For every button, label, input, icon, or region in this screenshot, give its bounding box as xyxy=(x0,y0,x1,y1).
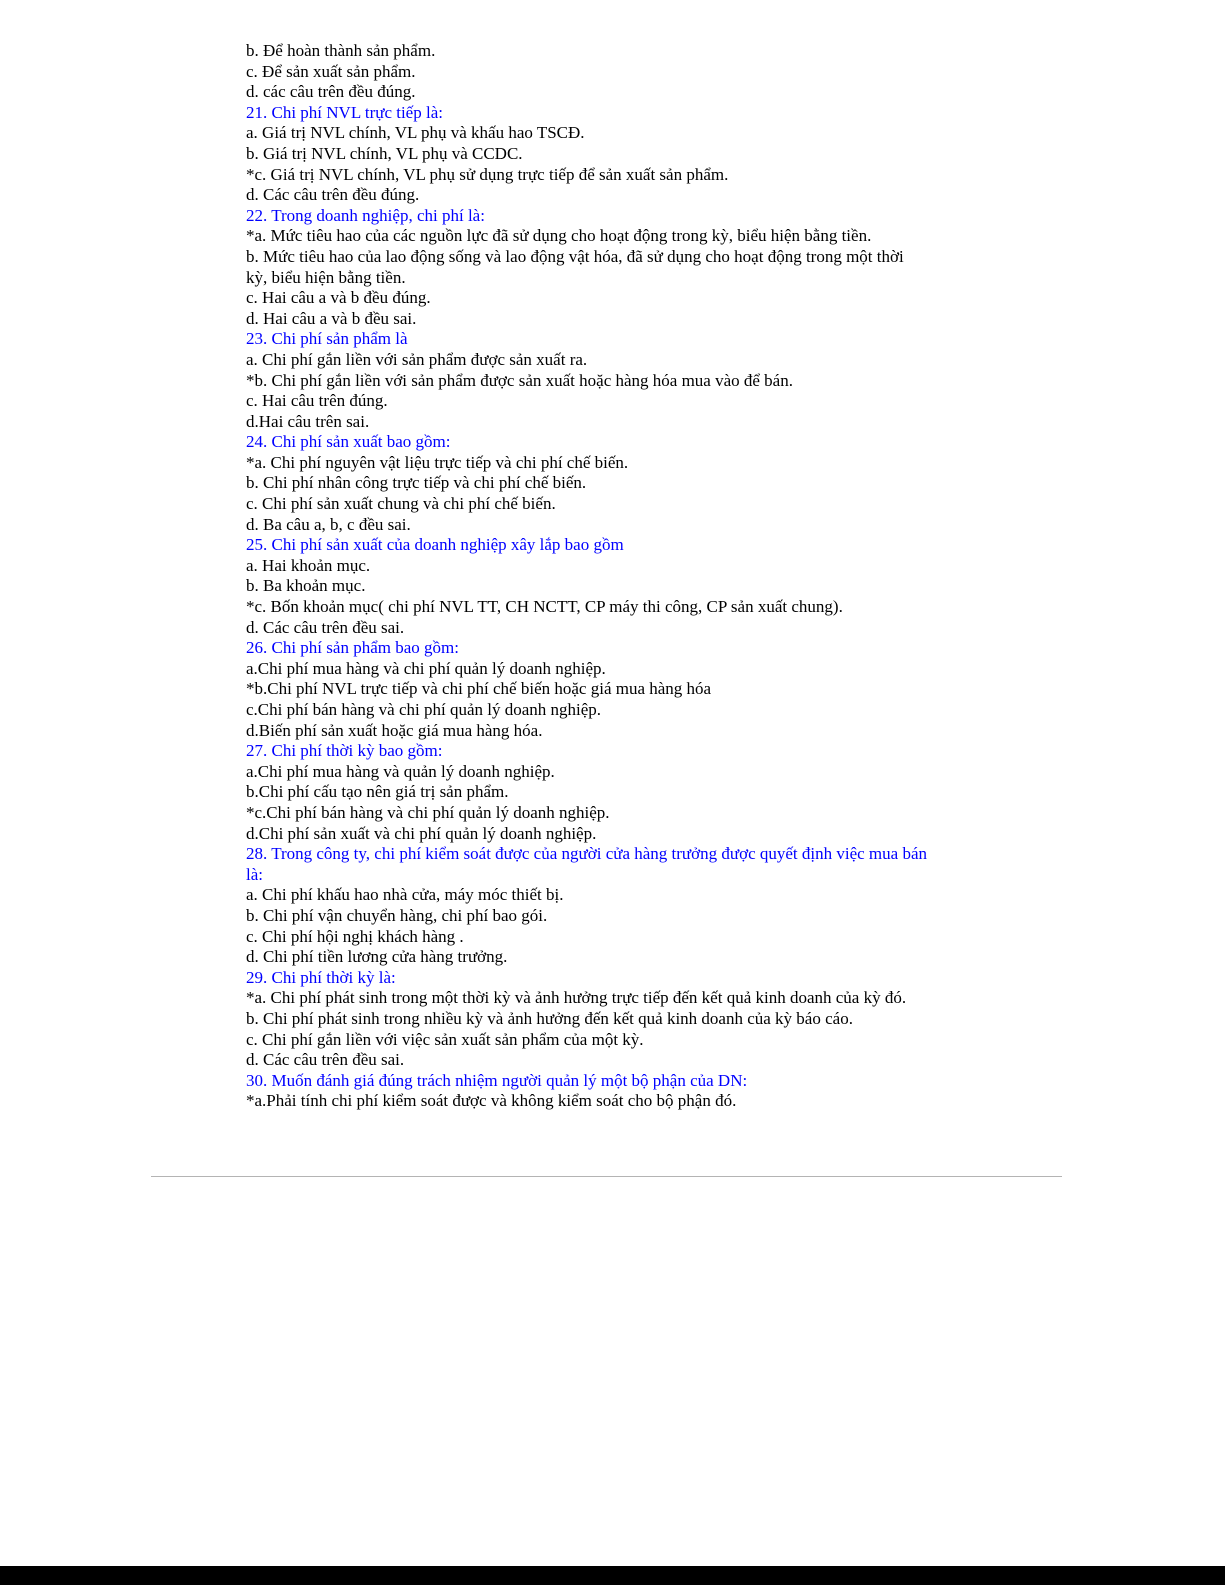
answer-line: *a.Phải tính chi phí kiểm soát được và không kiểm soát cho bộ phận đó. xyxy=(246,1091,737,1111)
answer-line: c. Hai câu trên đúng. xyxy=(246,391,388,411)
question-line: 28. Trong công ty, chi phí kiểm soát được của người cửa hàng trưởng được quyết định việc mua bán xyxy=(246,844,927,864)
answer-line: *b. Chi phí gắn liền với sản phẩm được sản xuất hoặc hàng hóa mua vào để bán. xyxy=(246,370,793,390)
answer-line: d.Biến phí sản xuất hoặc giá mua hàng hóa. xyxy=(246,720,543,740)
answer-line: a.Chi phí mua hàng và quản lý doanh nghiệp. xyxy=(246,761,555,781)
question-line: 30. Muốn đánh giá đúng trách nhiệm người quản lý một bộ phận của DN: xyxy=(246,1070,748,1090)
answer-line: c.Chi phí bán hàng và chi phí quản lý doanh nghiệp. xyxy=(246,700,602,719)
answer-line: a. Giá trị NVL chính, VL phụ và khấu hao TSCĐ. xyxy=(246,123,585,143)
answer-line: kỳ, biểu hiện bằng tiền. xyxy=(246,267,406,287)
answer-line: d. Chi phí tiền lương cửa hàng trưởng. xyxy=(246,947,508,967)
answer-line: *c.Chi phí bán hàng và chi phí quản lý doanh nghiệp. xyxy=(246,802,610,822)
answer-line: d. Các câu trên đều sai. xyxy=(246,1050,405,1070)
answer-line: d.Hai câu trên sai. xyxy=(246,411,370,431)
answer-line: b. Chi phí phát sinh trong nhiều kỳ và ảnh hưởng đến kết quả kinh doanh của kỳ báo cáo. xyxy=(246,1008,853,1028)
answer-line: *b.Chi phí NVL trực tiếp và chi phí chế biến hoặc giá mua hàng hóa xyxy=(246,679,712,699)
answer-line: b. Để hoàn thành sản phẩm. xyxy=(246,41,436,60)
answer-line: a. Hai khoản mục. xyxy=(246,555,371,575)
answer-line: b. Ba khoản mục. xyxy=(246,576,366,596)
answer-line: a. Chi phí khấu hao nhà cửa, máy móc thiết bị. xyxy=(246,885,564,905)
answer-line: c. Chi phí hội nghị khách hàng . xyxy=(246,926,464,946)
answer-line: a.Chi phí mua hàng và chi phí quản lý doanh nghiệp. xyxy=(246,658,606,678)
answer-line: *c. Giá trị NVL chính, VL phụ sử dụng trực tiếp để sản xuất sản phẩm. xyxy=(246,164,729,184)
answer-line: c. Hai câu a và b đều đúng. xyxy=(246,288,431,308)
question-line: 29. Chi phí thời kỳ là: xyxy=(246,967,396,987)
answer-line: b. Giá trị NVL chính, VL phụ và CCDC. xyxy=(246,143,523,163)
question-line: 21. Chi phí NVL trực tiếp là: xyxy=(246,102,443,122)
answer-line: a. Chi phí gắn liền với sản phẩm được sản xuất ra. xyxy=(246,349,588,369)
question-line: là: xyxy=(246,864,263,884)
answer-line: *a. Chi phí nguyên vật liệu trực tiếp và chi phí chế biến. xyxy=(246,452,629,472)
answer-line: c. Chi phí sản xuất chung và chi phí chế biến. xyxy=(246,494,556,514)
answer-line: d. các câu trên đều đúng. xyxy=(246,82,416,102)
answer-line: b. Chi phí vận chuyển hàng, chi phí bao gói. xyxy=(246,905,548,925)
answer-line: b. Mức tiêu hao của lao động sống và lao động vật hóa, đã sử dụng cho hoạt động trong một thời xyxy=(246,246,904,266)
question-line: 25. Chi phí sản xuất của doanh nghiệp xây lắp bao gồm xyxy=(246,535,624,555)
answer-line: d.Chi phí sản xuất và chi phí quản lý doanh nghiệp. xyxy=(246,823,597,843)
answer-line: b. Chi phí nhân công trực tiếp và chi phí chế biến. xyxy=(246,473,587,493)
question-line: 26. Chi phí sản phẩm bao gồm: xyxy=(246,638,459,658)
question-line: 22. Trong doanh nghiệp, chi phí là: xyxy=(246,205,485,225)
answer-line: *a. Mức tiêu hao của các nguồn lực đã sử dụng cho hoạt động trong kỳ, biểu hiện bằng tiền. xyxy=(246,226,872,246)
answer-line: *c. Bốn khoản mục( chi phí NVL TT, CH NCTT, CP máy thi công, CP sản xuất chung). xyxy=(246,597,843,617)
answer-line: d. Các câu trên đều đúng. xyxy=(246,185,420,205)
bottom-bar xyxy=(0,1566,1225,1585)
answer-line: d. Hai câu a và b đều sai. xyxy=(246,308,417,328)
answer-line: d. Các câu trên đều sai. xyxy=(246,617,405,637)
answer-line: d. Ba câu a, b, c đều sai. xyxy=(246,514,411,534)
answer-line: c. Chi phí gắn liền với việc sản xuất sản phẩm của một kỳ. xyxy=(246,1029,644,1049)
document-content xyxy=(246,41,986,1112)
answer-line: b.Chi phí cấu tạo nên giá trị sản phẩm. xyxy=(246,782,509,802)
question-line: 27. Chi phí thời kỳ bao gồm: xyxy=(246,741,443,761)
question-line: 24. Chi phí sản xuất bao gồm: xyxy=(246,432,451,452)
answer-line: *a. Chi phí phát sinh trong một thời kỳ và ảnh hưởng trực tiếp đến kết quả kinh doanh của kỳ đó. xyxy=(246,988,907,1008)
question-line: 23. Chi phí sản phẩm là xyxy=(246,329,408,349)
answer-line: c. Để sản xuất sản phẩm. xyxy=(246,61,416,81)
page-separator xyxy=(151,1176,1062,1177)
